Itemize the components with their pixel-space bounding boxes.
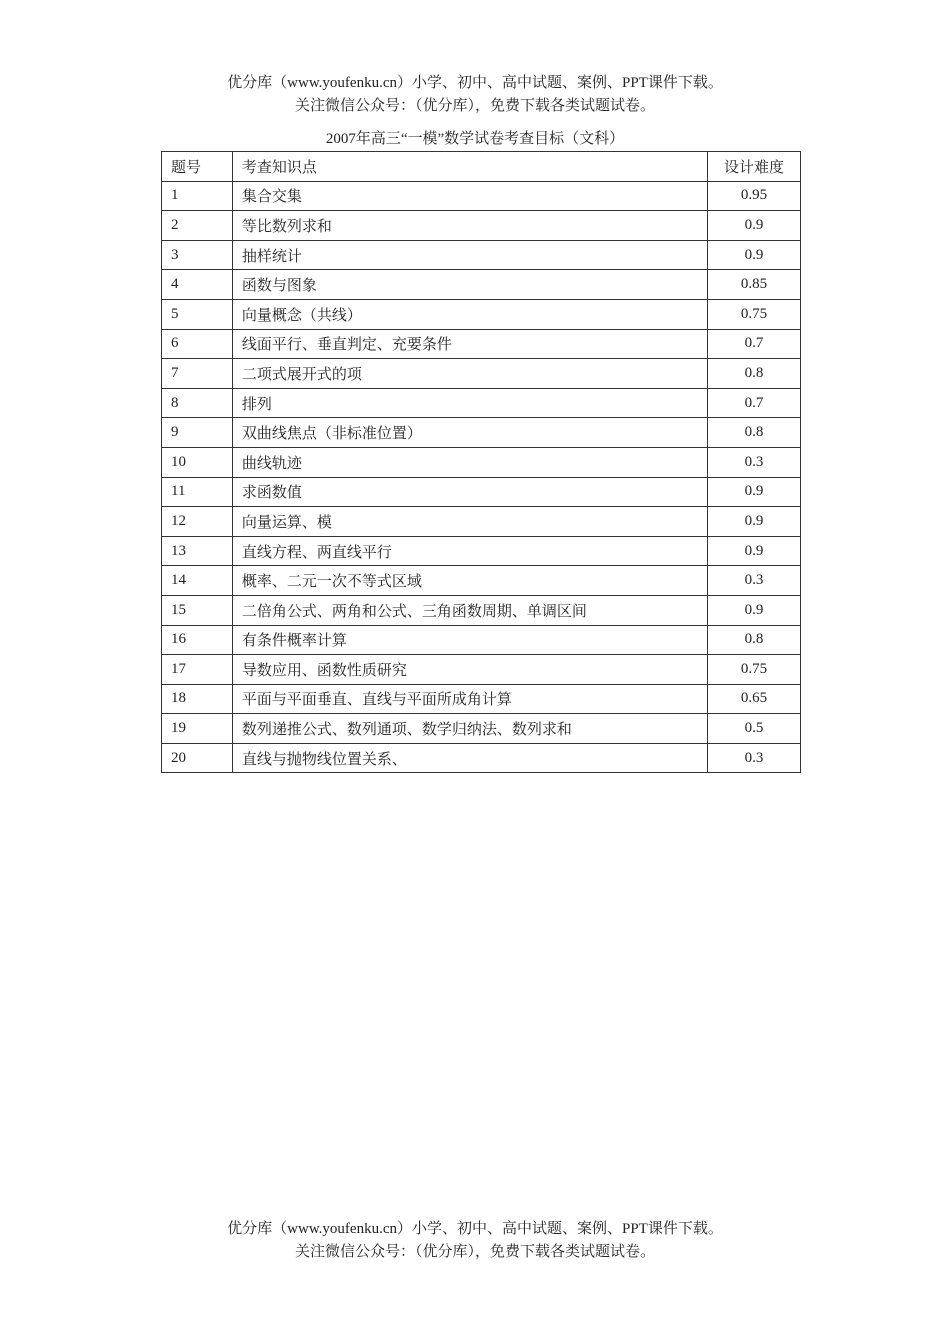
knowledge-point-cell: 导数应用、函数性质研究 <box>232 655 707 685</box>
difficulty-cell: 0.85 <box>708 270 801 300</box>
table-row <box>162 418 801 448</box>
table-row <box>162 595 801 625</box>
difficulty-cell: 0.3 <box>708 447 801 477</box>
header-line-2: 关注微信公众号：（优分库），免费下载各类试题试卷。 <box>294 98 655 114</box>
table-row <box>162 625 801 655</box>
knowledge-point-cell: 函数与图象 <box>232 270 707 300</box>
difficulty-cell: 0.7 <box>708 329 801 359</box>
difficulty-cell: 0.3 <box>708 743 801 773</box>
question-number-cell: 17 <box>162 655 233 685</box>
difficulty-cell: 0.95 <box>708 181 801 211</box>
page-footer <box>0 1218 950 1264</box>
question-number-cell: 11 <box>162 477 233 507</box>
difficulty-cell: 0.65 <box>708 684 801 714</box>
header-knowledge-point: 考查知识点 <box>232 152 707 182</box>
knowledge-point-cell: 平面与平面垂直、直线与平面所成角计算 <box>232 684 707 714</box>
difficulty-cell: 0.9 <box>708 211 801 241</box>
exam-objectives-table <box>161 151 801 773</box>
knowledge-point-cell: 有条件概率计算 <box>232 625 707 655</box>
question-number-cell: 12 <box>162 507 233 537</box>
knowledge-point-cell: 求函数值 <box>232 477 707 507</box>
question-number-cell: 4 <box>162 270 233 300</box>
table-row <box>162 240 801 270</box>
difficulty-cell: 0.75 <box>708 655 801 685</box>
table-row <box>162 270 801 300</box>
knowledge-point-cell: 排列 <box>232 388 707 418</box>
knowledge-point-cell: 直线方程、两直线平行 <box>232 536 707 566</box>
footer-line-2: 关注微信公众号：（优分库），免费下载各类试题试卷。 <box>294 1244 655 1260</box>
table-row <box>162 655 801 685</box>
table-row <box>162 714 801 744</box>
table-row <box>162 181 801 211</box>
question-number-cell: 1 <box>162 181 233 211</box>
table-row <box>162 477 801 507</box>
question-number-cell: 14 <box>162 566 233 596</box>
question-number-cell: 6 <box>162 329 233 359</box>
question-number-cell: 16 <box>162 625 233 655</box>
knowledge-point-cell: 双曲线焦点（非标准位置） <box>232 418 707 448</box>
knowledge-point-cell: 线面平行、垂直判定、充要条件 <box>232 329 707 359</box>
question-number-cell: 2 <box>162 211 233 241</box>
page-header <box>0 72 950 118</box>
difficulty-cell: 0.9 <box>708 536 801 566</box>
knowledge-point-cell: 曲线轨迹 <box>232 447 707 477</box>
difficulty-cell: 0.9 <box>708 240 801 270</box>
table-row <box>162 299 801 329</box>
table-row <box>162 507 801 537</box>
difficulty-cell: 0.8 <box>708 625 801 655</box>
table-row <box>162 684 801 714</box>
difficulty-cell: 0.75 <box>708 299 801 329</box>
difficulty-cell: 0.9 <box>708 507 801 537</box>
table-header-row <box>162 152 801 182</box>
knowledge-point-cell: 等比数列求和 <box>232 211 707 241</box>
table-row <box>162 743 801 773</box>
question-number-cell: 9 <box>162 418 233 448</box>
question-number-cell: 7 <box>162 359 233 389</box>
difficulty-cell: 0.7 <box>708 388 801 418</box>
difficulty-cell: 0.3 <box>708 566 801 596</box>
difficulty-cell: 0.5 <box>708 714 801 744</box>
knowledge-point-cell: 概率、二元一次不等式区域 <box>232 566 707 596</box>
question-number-cell: 10 <box>162 447 233 477</box>
difficulty-cell: 0.9 <box>708 595 801 625</box>
question-number-cell: 19 <box>162 714 233 744</box>
table-row <box>162 388 801 418</box>
table-row <box>162 329 801 359</box>
table-row <box>162 447 801 477</box>
knowledge-point-cell: 集合交集 <box>232 181 707 211</box>
footer-line-1: 优分库（www.youfenku.cn）小学、初中、高中试题、案例、PPT课件下载。 <box>227 1221 723 1237</box>
question-number-cell: 5 <box>162 299 233 329</box>
difficulty-cell: 0.8 <box>708 359 801 389</box>
document-title: 2007年高三“一模”数学试卷考查目标（文科） <box>325 131 625 147</box>
header-difficulty: 设计难度 <box>708 152 801 182</box>
knowledge-point-cell: 二项式展开式的项 <box>232 359 707 389</box>
difficulty-cell: 0.9 <box>708 477 801 507</box>
knowledge-point-cell: 向量运算、模 <box>232 507 707 537</box>
table-row <box>162 566 801 596</box>
table-row <box>162 211 801 241</box>
table-body <box>162 181 801 773</box>
table-row <box>162 536 801 566</box>
question-number-cell: 3 <box>162 240 233 270</box>
question-number-cell: 13 <box>162 536 233 566</box>
header-question-number: 题号 <box>162 152 233 182</box>
difficulty-cell: 0.8 <box>708 418 801 448</box>
knowledge-point-cell: 抽样统计 <box>232 240 707 270</box>
knowledge-point-cell: 二倍角公式、两角和公式、三角函数周期、单调区间 <box>232 595 707 625</box>
knowledge-point-cell: 直线与抛物线位置关系、 <box>232 743 707 773</box>
question-number-cell: 8 <box>162 388 233 418</box>
knowledge-point-cell: 数列递推公式、数列通项、数学归纳法、数列求和 <box>232 714 707 744</box>
question-number-cell: 20 <box>162 743 233 773</box>
knowledge-point-cell: 向量概念（共线） <box>232 299 707 329</box>
question-number-cell: 18 <box>162 684 233 714</box>
question-number-cell: 15 <box>162 595 233 625</box>
header-line-1: 优分库（www.youfenku.cn）小学、初中、高中试题、案例、PPT课件下载。 <box>227 75 723 91</box>
table-row <box>162 359 801 389</box>
